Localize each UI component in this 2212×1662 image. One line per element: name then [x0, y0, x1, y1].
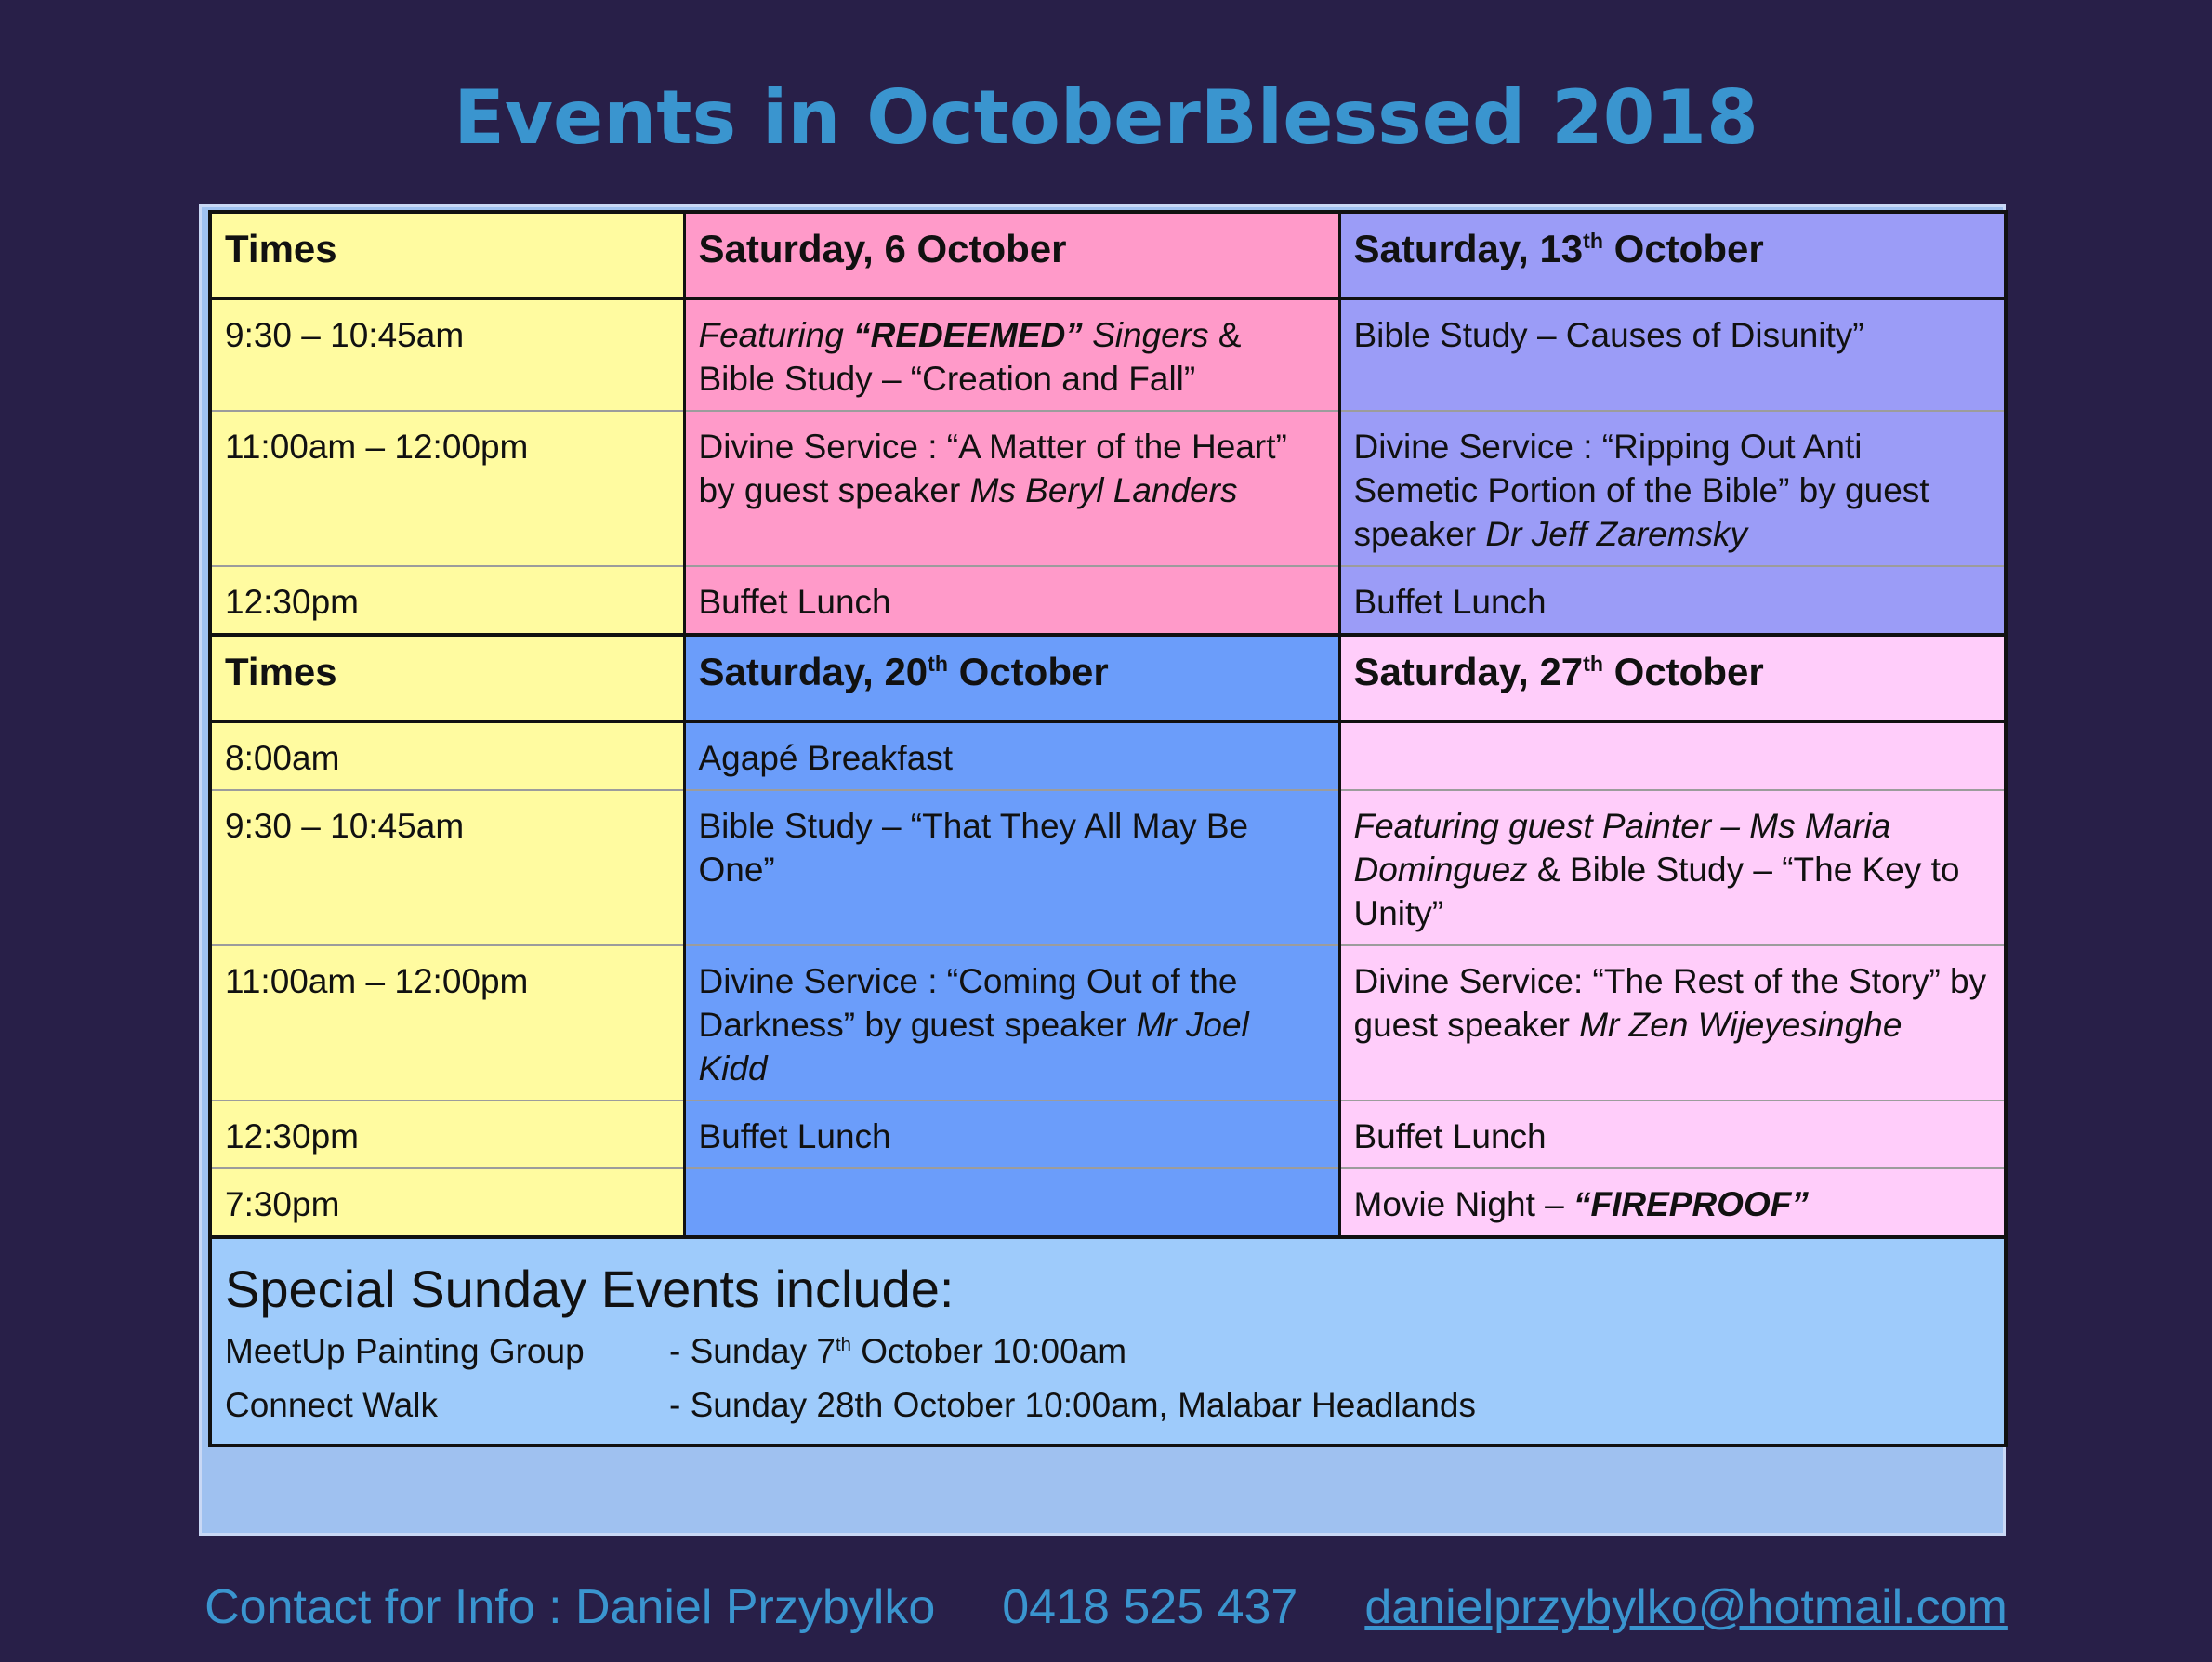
special-event-name: Connect Walk: [225, 1386, 438, 1424]
table-row: [210, 566, 2006, 635]
event-cell: Buffet Lunch: [1339, 1101, 2006, 1168]
header-date-text: Saturday, 13: [1353, 227, 1584, 270]
header-month-text: October: [1602, 650, 1764, 693]
event-text-italic: Featuring guest Painter – Ms Maria Dominguez: [1353, 807, 1891, 889]
special-event-item: [225, 1325, 1991, 1378]
header-saturday-6-october: Saturday, 6 October: [684, 212, 1339, 299]
event-cell: [1339, 411, 2006, 566]
time-cell: 7:30pm: [210, 1168, 684, 1237]
special-event-name: MeetUp Painting Group: [225, 1332, 585, 1370]
event-cell: Bible Study – “That They All May Be One”: [684, 790, 1339, 945]
table-row: [210, 722, 2006, 791]
header-month-text: October: [1602, 227, 1764, 270]
table-row: [210, 299, 2006, 412]
header-saturday-27-october: [1339, 635, 2006, 722]
special-event-detail: - Sunday 28th October 10:00am, Malabar Headlands: [669, 1386, 1476, 1424]
header-times: Times: [210, 635, 684, 722]
event-cell: [1339, 722, 2006, 791]
contact-label: Contact for Info : Daniel Przybylko: [204, 1580, 936, 1634]
event-cell: Bible Study – Causes of Disunity”: [1339, 299, 2006, 412]
special-events-title: Special Sunday Events include:: [225, 1260, 955, 1318]
event-text: Divine Service : “Ripping Out Anti Semetic Portion of the Bible” by guest speaker: [1353, 428, 1929, 553]
special-event-detail: October 10:00am: [850, 1332, 1127, 1370]
event-text: Movie Night –: [1353, 1185, 1573, 1223]
special-event-detail: - Sunday 7: [669, 1332, 836, 1370]
event-text: Divine Service : “Coming Out of the Darkness” by guest speaker: [698, 962, 1238, 1044]
contact-email-link[interactable]: danielprzybylko@hotmail.com: [1364, 1580, 2008, 1634]
event-text: & Bible Study – “Creation and Fall”: [698, 316, 1242, 398]
event-cell: [1339, 945, 2006, 1101]
event-cell: Buffet Lunch: [684, 1101, 1339, 1168]
event-cell: [684, 411, 1339, 566]
speaker-name: Dr Jeff Zaremsky: [1485, 515, 1748, 553]
event-cell: [684, 299, 1339, 412]
event-cell: Agapé Breakfast: [684, 722, 1339, 791]
contact-line: [0, 1575, 2212, 1640]
header-ordinal-suffix: th: [1583, 229, 1603, 253]
event-cell: [684, 1168, 1339, 1237]
time-cell: 8:00am: [210, 722, 684, 791]
event-text-italic: Singers: [1082, 316, 1209, 354]
header-date-text: Saturday, 20: [698, 650, 928, 693]
time-cell: 12:30pm: [210, 566, 684, 635]
table-row: [210, 945, 2006, 1101]
header-month-text: October: [947, 650, 1109, 693]
special-event-item: [225, 1378, 1991, 1432]
header-row-oct-6-13: [210, 212, 2006, 299]
speaker-name: Ms Beryl Landers: [969, 471, 1238, 509]
time-cell: 12:30pm: [210, 1101, 684, 1168]
movie-title: “FIREPROOF”: [1573, 1185, 1809, 1223]
event-cell: [1339, 1168, 2006, 1237]
page-title: Events in OctoberBlessed 2018: [454, 74, 1758, 161]
schedule-table: [208, 210, 2008, 1447]
speaker-name: Mr Joel Kidd: [698, 1006, 1249, 1088]
table-row: [210, 790, 2006, 945]
speaker-name: Mr Zen Wijeyesinghe: [1579, 1006, 1903, 1044]
event-cell: [1339, 790, 2006, 945]
ordinal-suffix: th: [835, 1334, 851, 1355]
header-ordinal-suffix: th: [928, 652, 948, 676]
event-text: Divine Service : “A Matter of the Heart” by guest speaker: [698, 428, 1287, 509]
table-row: [210, 1101, 2006, 1168]
header-times: Times: [210, 212, 684, 299]
table-row: [210, 411, 2006, 566]
event-cell: Buffet Lunch: [684, 566, 1339, 635]
event-cell: Buffet Lunch: [1339, 566, 2006, 635]
contact-phone: 0418 525 437: [1002, 1580, 1298, 1634]
time-cell: 11:00am – 12:00pm: [210, 945, 684, 1101]
time-cell: 9:30 – 10:45am: [210, 299, 684, 412]
special-events-row: [210, 1237, 2006, 1445]
time-cell: 11:00am – 12:00pm: [210, 411, 684, 566]
event-text-bold-italic: “REDEEMED”: [853, 316, 1083, 354]
event-text: & Bible Study – “The Key to Unity”: [1353, 851, 1960, 932]
header-date-text: Saturday, 27: [1353, 650, 1584, 693]
header-saturday-20-october: [684, 635, 1339, 722]
event-text-italic: Featuring: [698, 316, 854, 354]
special-events-box: [210, 1237, 2006, 1445]
header-saturday-13-october: [1339, 212, 2006, 299]
event-cell: [684, 945, 1339, 1101]
table-row: [210, 1168, 2006, 1237]
time-cell: 9:30 – 10:45am: [210, 790, 684, 945]
event-text: Divine Service: “The Rest of the Story” by guest speaker: [1353, 962, 1987, 1044]
header-row-oct-20-27: [210, 635, 2006, 722]
header-ordinal-suffix: th: [1583, 652, 1603, 676]
